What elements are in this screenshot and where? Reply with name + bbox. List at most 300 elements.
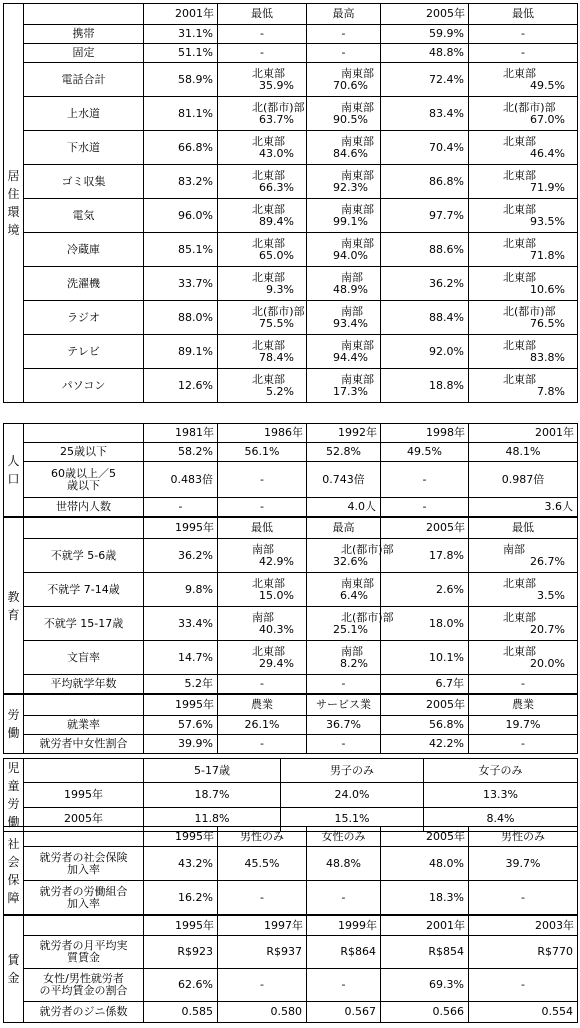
region-value-cell (469, 369, 578, 403)
row-label: 就労者中女性割合 (24, 735, 144, 754)
region-name: 北(都市)部 (252, 304, 305, 318)
region-value: 25.1% (333, 622, 368, 636)
value-cell: 58.2% (144, 443, 218, 462)
value-cell: 24.0% (281, 783, 424, 807)
value-cell: 18.7% (144, 783, 281, 807)
value-cell: - (218, 735, 307, 754)
region-value-cell (218, 335, 307, 369)
header-cell: 最低 (469, 518, 578, 539)
header-cell: 1999年 (307, 916, 381, 936)
labor-section (3, 694, 578, 754)
region-value-cell (307, 233, 381, 267)
table-row (4, 462, 578, 498)
value-cell: 88.6% (381, 233, 469, 267)
region-value: 71.9% (530, 180, 565, 194)
header-cell: 2005年 (381, 695, 469, 716)
region-value-cell (469, 131, 578, 165)
header-cell: 最低 (469, 4, 578, 25)
region-value: 94.0% (333, 248, 368, 262)
social-header-row (4, 827, 578, 847)
table-row (4, 881, 578, 915)
living-environment-section (3, 3, 578, 403)
header-cell: 2001年 (144, 4, 218, 25)
value-cell: 26.1% (218, 716, 307, 735)
region-name: 北東部 (252, 270, 285, 284)
region-value: 84.6% (333, 146, 368, 160)
region-name: 南東部 (341, 372, 374, 386)
header-cell: 1992年 (307, 424, 381, 443)
row-label-text: 60歳以上／5歳以下 (51, 466, 116, 492)
value-cell: - (307, 735, 381, 754)
row-label: 洗濯機 (24, 267, 144, 301)
value-cell: - (218, 25, 307, 44)
value-cell: - (469, 735, 578, 754)
value-cell: 0.580 (218, 1002, 307, 1023)
value-cell: R$854 (381, 936, 469, 969)
region-value-cell (469, 573, 578, 607)
value-cell: 48.8% (381, 44, 469, 63)
region-value-cell (307, 573, 381, 607)
header-blank (24, 827, 144, 847)
value-cell: 70.4% (381, 131, 469, 165)
region-value: 29.4% (259, 656, 294, 670)
region-name: 南東部 (341, 100, 374, 114)
region-value: 20.7% (530, 622, 565, 636)
region-value-cell (307, 63, 381, 97)
value-cell: 56.1% (218, 443, 307, 462)
header-cell: 最高 (307, 518, 381, 539)
header-cell: 2003年 (469, 916, 578, 936)
region-value-cell (218, 369, 307, 403)
region-name: 北東部 (503, 236, 536, 250)
region-name: 北東部 (252, 644, 285, 658)
region-name: 北東部 (503, 338, 536, 352)
social-side-text: 社会保障 (7, 836, 20, 905)
header-blank (24, 424, 144, 443)
region-value-cell (218, 539, 307, 573)
table-row (4, 233, 578, 267)
region-name: 北東部 (503, 644, 536, 658)
value-cell: 31.1% (144, 25, 218, 44)
region-value: 92.3% (333, 180, 368, 194)
table-row (4, 936, 578, 969)
row-label: 世帯内人数 (24, 498, 144, 517)
region-name: 南東部 (341, 202, 374, 216)
region-value-cell (218, 233, 307, 267)
value-cell: 13.3% (424, 783, 578, 807)
value-cell: - (307, 25, 381, 44)
value-cell: 92.0% (381, 335, 469, 369)
header-cell: 男性のみ (218, 827, 307, 847)
row-label: パソコン (24, 369, 144, 403)
header-blank (24, 695, 144, 716)
region-name: 南東部 (341, 576, 374, 590)
value-cell: 83.4% (381, 97, 469, 131)
row-label (24, 936, 144, 969)
row-label: ラジオ (24, 301, 144, 335)
value-cell: 97.7% (381, 199, 469, 233)
region-value-cell (307, 165, 381, 199)
table-row (4, 675, 578, 694)
social-security-section (3, 826, 578, 915)
value-cell: 66.8% (144, 131, 218, 165)
region-value: 43.0% (259, 146, 294, 160)
region-value-cell (307, 335, 381, 369)
region-value-cell (307, 301, 381, 335)
region-value: 46.4% (530, 146, 565, 160)
region-name: 北(都市)部 (341, 610, 394, 624)
value-cell: - (218, 44, 307, 63)
region-value: 75.5% (259, 316, 294, 330)
population-section (3, 423, 578, 517)
value-cell: 43.2% (144, 847, 218, 881)
header-cell: 農業 (469, 695, 578, 716)
region-value-cell (307, 131, 381, 165)
header-cell: 最低 (218, 4, 307, 25)
value-cell: 2.6% (381, 573, 469, 607)
value-cell: 17.8% (381, 539, 469, 573)
row-label (24, 847, 144, 881)
header-cell: 2005年 (381, 4, 469, 25)
row-label: 不就学 7-14歳 (24, 573, 144, 607)
table-row (4, 641, 578, 675)
region-value-cell (307, 267, 381, 301)
value-cell: 9.8% (144, 573, 218, 607)
region-value: 40.3% (259, 622, 294, 636)
region-value-cell (469, 233, 578, 267)
table-row (4, 573, 578, 607)
region-name: 南東部 (341, 338, 374, 352)
header-cell: 農業 (218, 695, 307, 716)
row-label: 携帯 (24, 25, 144, 44)
wage-side-label (4, 916, 24, 1023)
value-cell: 5.2年 (144, 675, 218, 694)
header-cell: 5-17歳 (144, 759, 281, 783)
header-cell: 1981年 (144, 424, 218, 443)
row-label: 平均就学年数 (24, 675, 144, 694)
value-cell: 81.1% (144, 97, 218, 131)
region-value: 17.3% (333, 384, 368, 398)
value-cell: 36.7% (307, 716, 381, 735)
region-value-cell (307, 97, 381, 131)
row-label (24, 462, 144, 498)
row-label-line: の平均賃金の割合 (39, 984, 128, 997)
header-cell: 2001年 (469, 424, 578, 443)
table-row (4, 498, 578, 517)
row-label: 文盲率 (24, 641, 144, 675)
region-name: 南部 (252, 542, 274, 556)
region-value: 48.9% (333, 282, 368, 296)
header-cell: 1997年 (218, 916, 307, 936)
region-value: 66.3% (259, 180, 294, 194)
population-side-label (4, 424, 24, 517)
region-name: 北東部 (252, 372, 285, 386)
region-name: 北東部 (252, 168, 285, 182)
row-label-line: 加入率 (67, 862, 100, 876)
region-value-cell (469, 165, 578, 199)
row-label: 就労者のジニ係数 (24, 1002, 144, 1023)
value-cell: R$864 (307, 936, 381, 969)
region-value-cell (469, 607, 578, 641)
region-value-cell (469, 335, 578, 369)
value-cell: 39.7% (469, 847, 578, 881)
value-cell: 18.8% (381, 369, 469, 403)
region-name: 南東部 (341, 236, 374, 250)
header-cell: 最低 (218, 518, 307, 539)
region-value-cell (218, 63, 307, 97)
region-name: 北東部 (252, 202, 285, 216)
region-value: 94.4% (333, 350, 368, 364)
row-label-line: 質賃金 (67, 951, 100, 964)
header-cell: 女性のみ (307, 827, 381, 847)
region-name: 北東部 (503, 270, 536, 284)
value-cell: 88.0% (144, 301, 218, 335)
row-label: 2005年 (24, 807, 144, 831)
region-value: 67.0% (530, 112, 565, 126)
value-cell: - (218, 462, 307, 498)
region-value: 90.5% (333, 112, 368, 126)
value-cell: 0.585 (144, 1002, 218, 1023)
region-value: 78.4% (259, 350, 294, 364)
region-value: 7.8% (537, 384, 565, 398)
value-cell: 45.5% (218, 847, 307, 881)
value-cell: 18.0% (381, 607, 469, 641)
region-value: 35.9% (259, 78, 294, 92)
region-value: 63.7% (259, 112, 294, 126)
region-name: 北東部 (503, 202, 536, 216)
value-cell: 72.4% (381, 63, 469, 97)
value-cell: - (218, 498, 307, 517)
region-value: 32.6% (333, 554, 368, 568)
region-name: 北東部 (252, 236, 285, 250)
region-value: 8.2% (340, 656, 368, 670)
region-value-cell (307, 369, 381, 403)
region-name: 北東部 (252, 338, 285, 352)
region-value: 42.9% (259, 554, 294, 568)
child-side-text: 児童労働 (7, 761, 20, 829)
population-header-row (4, 424, 578, 443)
table-row (4, 97, 578, 131)
region-name: 南東部 (341, 134, 374, 148)
row-label: 電話合計 (24, 63, 144, 97)
region-value-cell (218, 301, 307, 335)
row-label: 不就学 15-17歳 (24, 607, 144, 641)
table-row (4, 335, 578, 369)
table-row (4, 267, 578, 301)
value-cell: - (144, 498, 218, 517)
region-name: 北(都市)部 (341, 542, 394, 556)
child-header-row (4, 759, 578, 783)
wage-header-row (4, 916, 578, 936)
value-cell: 11.8% (144, 807, 281, 831)
table-row (4, 716, 578, 735)
value-cell: 58.9% (144, 63, 218, 97)
region-value-cell (469, 63, 578, 97)
region-name: 南部 (341, 644, 363, 658)
region-value-cell (218, 267, 307, 301)
value-cell: 86.8% (381, 165, 469, 199)
table-row (4, 165, 578, 199)
row-label-line: 加入率 (67, 896, 100, 910)
value-cell: 36.2% (144, 539, 218, 573)
education-side-text: 教育 (7, 589, 20, 622)
table-row (4, 1002, 578, 1023)
table-row (4, 131, 578, 165)
table-row (4, 301, 578, 335)
value-cell: 0.566 (381, 1002, 469, 1023)
region-value: 9.3% (266, 282, 294, 296)
labor-side-text: 労働 (7, 708, 20, 740)
value-cell: 0.554 (469, 1002, 578, 1023)
region-value: 99.1% (333, 214, 368, 228)
region-value-cell (469, 199, 578, 233)
region-value-cell (307, 539, 394, 573)
value-cell: 16.2% (144, 881, 218, 915)
value-cell: - (218, 881, 307, 915)
region-value-cell (218, 573, 307, 607)
row-label: 1995年 (24, 783, 144, 807)
region-name: 南東部 (341, 66, 374, 80)
region-value-cell (469, 97, 578, 131)
value-cell: 10.1% (381, 641, 469, 675)
value-cell: 96.0% (144, 199, 218, 233)
value-cell: 0.987倍 (469, 462, 578, 498)
region-name: 北東部 (252, 134, 285, 148)
living-side-text: 居住環境 (7, 169, 20, 237)
region-value: 3.5% (537, 588, 565, 602)
header-cell: 1995年 (144, 518, 218, 539)
header-cell: 1995年 (144, 695, 218, 716)
social-side-label (4, 827, 24, 915)
row-label (24, 881, 144, 915)
value-cell: 42.2% (381, 735, 469, 754)
education-section (3, 517, 578, 694)
region-value-cell (307, 199, 381, 233)
table-row (4, 443, 578, 462)
region-name: 北東部 (252, 66, 285, 80)
value-cell: 59.9% (381, 25, 469, 44)
value-cell: R$937 (218, 936, 307, 969)
value-cell: 36.2% (381, 267, 469, 301)
region-name: 北(都市)部 (503, 100, 556, 114)
value-cell: 51.1% (144, 44, 218, 63)
region-value-cell (307, 641, 381, 675)
value-cell: 6.7年 (381, 675, 469, 694)
row-label: 固定 (24, 44, 144, 63)
value-cell: - (469, 881, 578, 915)
table-row (4, 969, 578, 1002)
value-cell: 62.6% (144, 969, 218, 1002)
value-cell: 48.8% (307, 847, 381, 881)
header-cell: 1995年 (144, 916, 218, 936)
header-blank (24, 4, 144, 25)
value-cell: - (307, 881, 381, 915)
child-side-label (4, 759, 24, 832)
labor-side-label (4, 695, 24, 754)
region-value-cell (218, 641, 307, 675)
region-value: 65.0% (259, 248, 294, 262)
region-value-cell (218, 97, 307, 131)
living-side-label (4, 4, 24, 403)
region-value: 49.5% (530, 78, 565, 92)
region-name: 北(都市)部 (252, 100, 305, 114)
region-value: 70.6% (333, 78, 368, 92)
region-value: 93.4% (333, 316, 368, 330)
region-value: 5.2% (266, 384, 294, 398)
value-cell: 56.8% (381, 716, 469, 735)
region-value: 26.7% (530, 554, 565, 568)
table-row (4, 607, 578, 641)
value-cell: 48.0% (381, 847, 469, 881)
header-cell: 2001年 (381, 916, 469, 936)
row-label: 冷蔵庫 (24, 233, 144, 267)
row-label (24, 969, 144, 1002)
region-name: 北東部 (503, 66, 536, 80)
region-value-cell (469, 267, 578, 301)
header-cell: 最高 (307, 4, 381, 25)
education-header-row (4, 518, 578, 539)
row-label: 就業率 (24, 716, 144, 735)
region-value: 6.4% (340, 588, 368, 602)
value-cell: - (469, 675, 578, 694)
education-side-label (4, 518, 24, 694)
header-cell: サービス業 (307, 695, 381, 716)
header-cell: 女子のみ (424, 759, 578, 783)
value-cell: 0.567 (307, 1002, 381, 1023)
value-cell: 8.4% (424, 807, 578, 831)
region-name: 北東部 (503, 372, 536, 386)
row-label: 下水道 (24, 131, 144, 165)
child-labor-section (3, 758, 578, 832)
region-value: 83.8% (530, 350, 565, 364)
value-cell: 88.4% (381, 301, 469, 335)
labor-header-row (4, 695, 578, 716)
region-value: 89.4% (259, 214, 294, 228)
value-cell: - (381, 462, 469, 498)
table-row (4, 25, 578, 44)
region-value: 10.6% (530, 282, 565, 296)
living-header-row (4, 4, 578, 25)
wage-section (3, 915, 578, 1023)
region-name: 南部 (252, 610, 274, 624)
value-cell: - (307, 44, 381, 63)
value-cell: - (469, 44, 578, 63)
header-blank (24, 916, 144, 936)
value-cell: 12.6% (144, 369, 218, 403)
row-label: 25歳以下 (24, 443, 144, 462)
value-cell: R$770 (469, 936, 578, 969)
region-name: 南部 (341, 270, 363, 284)
row-label-line: 就労者の社会保険 (39, 850, 128, 864)
region-name: 南東部 (341, 168, 374, 182)
value-cell: - (381, 498, 469, 517)
header-cell: 1986年 (218, 424, 307, 443)
value-cell: - (307, 675, 381, 694)
row-label: 不就学 5-6歳 (24, 539, 144, 573)
value-cell: - (218, 675, 307, 694)
table-row (4, 783, 578, 807)
header-cell: 1998年 (381, 424, 469, 443)
header-cell: 1995年 (144, 827, 218, 847)
value-cell: 83.2% (144, 165, 218, 199)
value-cell: 69.3% (381, 969, 469, 1002)
row-label: 上水道 (24, 97, 144, 131)
header-blank (24, 759, 144, 783)
population-side-text: 人口 (7, 454, 20, 486)
header-blank (24, 518, 144, 539)
header-cell: 2005年 (381, 518, 469, 539)
table-row (4, 369, 578, 403)
